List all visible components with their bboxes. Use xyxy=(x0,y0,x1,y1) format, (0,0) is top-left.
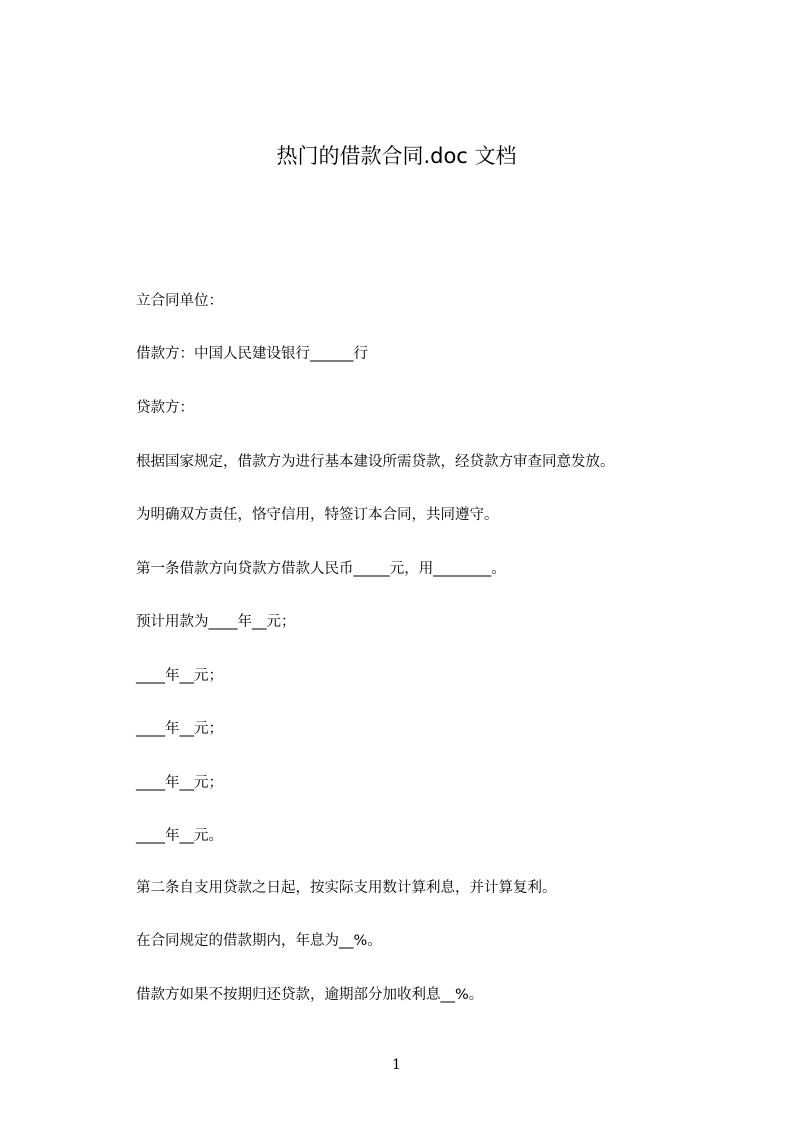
paragraph-basis: 根据国家规定，借款方为进行基本建设所需贷款，经贷款方审查同意发放。 xyxy=(136,454,615,470)
paragraph-interest-rate: 在合同规定的借款期内，年息为__%。 xyxy=(136,933,382,949)
paragraph-purpose: 为明确双方责任，恪守信用，特签订本合同，共同遵守。 xyxy=(136,507,499,523)
paragraph-article-1: 第一条借款方向贷款方借款人民币_____元，用________。 xyxy=(136,561,506,577)
paragraph-borrower: 借款方：中国人民建设银行______行 xyxy=(136,346,368,362)
paragraph-lender: 贷款方： xyxy=(136,400,194,416)
paragraph-schedule-intro: 预计用款为____年__元； xyxy=(136,614,296,630)
paragraph-schedule-line: ____年__元； xyxy=(136,775,223,791)
paragraph-overdue-interest: 借款方如果不按期归还贷款，逾期部分加收利息__%。 xyxy=(136,987,484,1003)
paragraph-contract-parties: 立合同单位： xyxy=(136,293,223,309)
paragraph-schedule-line: ____年__元。 xyxy=(136,828,223,844)
page-number: 1 xyxy=(392,1057,401,1073)
paragraph-schedule-line: ____年__元； xyxy=(136,721,223,737)
paragraph-schedule-line: ____年__元； xyxy=(136,668,223,684)
document-title: 热门的借款合同.doc 文档 xyxy=(276,144,517,168)
paragraph-article-2: 第二条自支用贷款之日起，按实际支用数计算利息，并计算复利。 xyxy=(136,880,557,896)
